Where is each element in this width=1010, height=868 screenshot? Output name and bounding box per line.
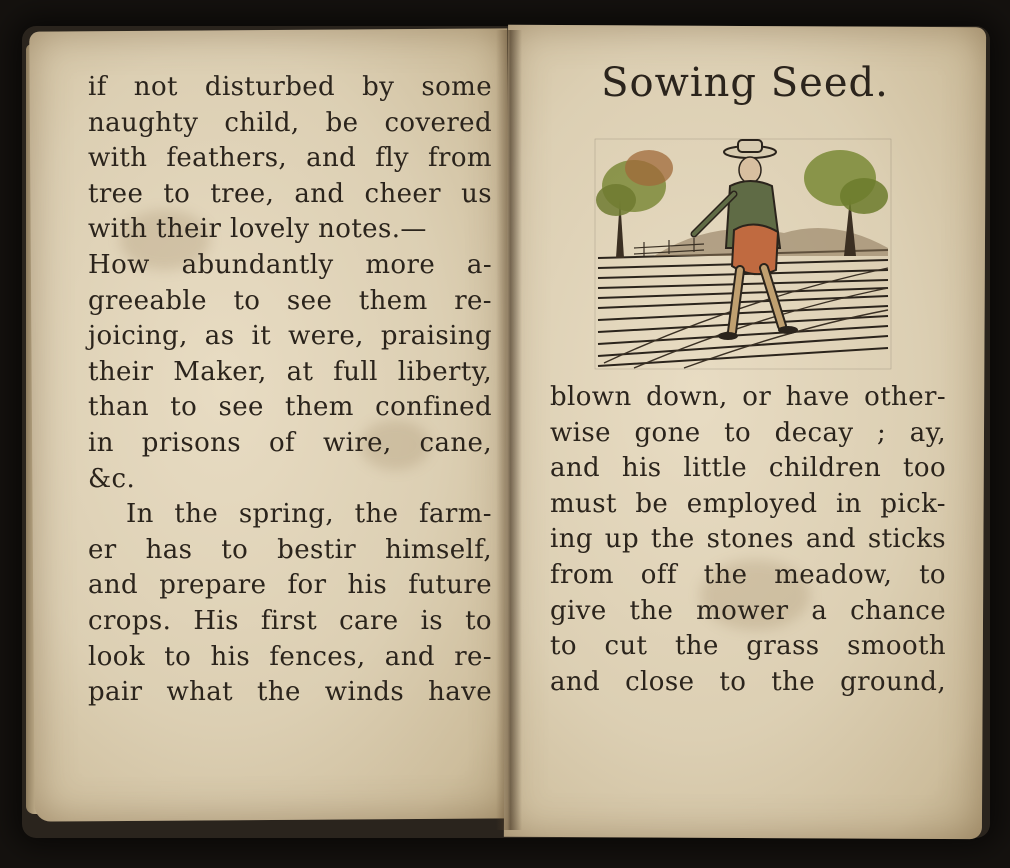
text-line: tree to tree, and cheer us (88, 178, 492, 209)
text-line: blown down, or have other- (550, 382, 946, 412)
text-line: crops. His first care is to (88, 605, 492, 636)
book-gutter (496, 30, 522, 830)
text-line: naughty child, be covered (88, 107, 492, 138)
text-line: and close to the ground, (550, 666, 946, 697)
text-line: to cut the grass smooth (550, 631, 946, 662)
page-title: Sowing Seed. (601, 60, 889, 106)
left-page-text (88, 70, 492, 711)
text-line: if not disturbed by some (88, 72, 492, 102)
text-line: give the mower a chance (550, 595, 946, 626)
right-page-text (550, 380, 946, 700)
text-line: How abundantly more a- (88, 249, 492, 280)
woodcut-illustration (594, 138, 892, 370)
text-line: wise gone to decay ; ay, (550, 417, 946, 448)
text-line: greeable to see them re- (88, 285, 492, 316)
text-line: with feathers, and fly from (88, 143, 492, 174)
text-line: and his little children too (550, 453, 946, 484)
text-line: pair what the winds have (88, 677, 492, 708)
text-line: must be employed in pick- (550, 488, 946, 519)
text-line: &c. (88, 463, 136, 494)
text-line: In the spring, the farm- (126, 499, 492, 530)
text-line: joicing, as it were, praising (88, 321, 492, 352)
tree-left (596, 150, 673, 258)
text-line: look to his fences, and re- (88, 641, 492, 672)
text-line: ing up the stones and sticks (550, 524, 946, 555)
text-line: from off the meadow, to (550, 559, 946, 590)
text-line: and prepare for his future (88, 570, 492, 601)
text-line: in prisons of wire, cane, (88, 427, 492, 458)
text-line: than to see them confined (88, 392, 492, 423)
text-line: with their lovely notes.— (88, 214, 427, 245)
text-line: their Maker, at full liberty, (88, 356, 492, 387)
text-line: er has to bestir himself, (88, 534, 492, 565)
